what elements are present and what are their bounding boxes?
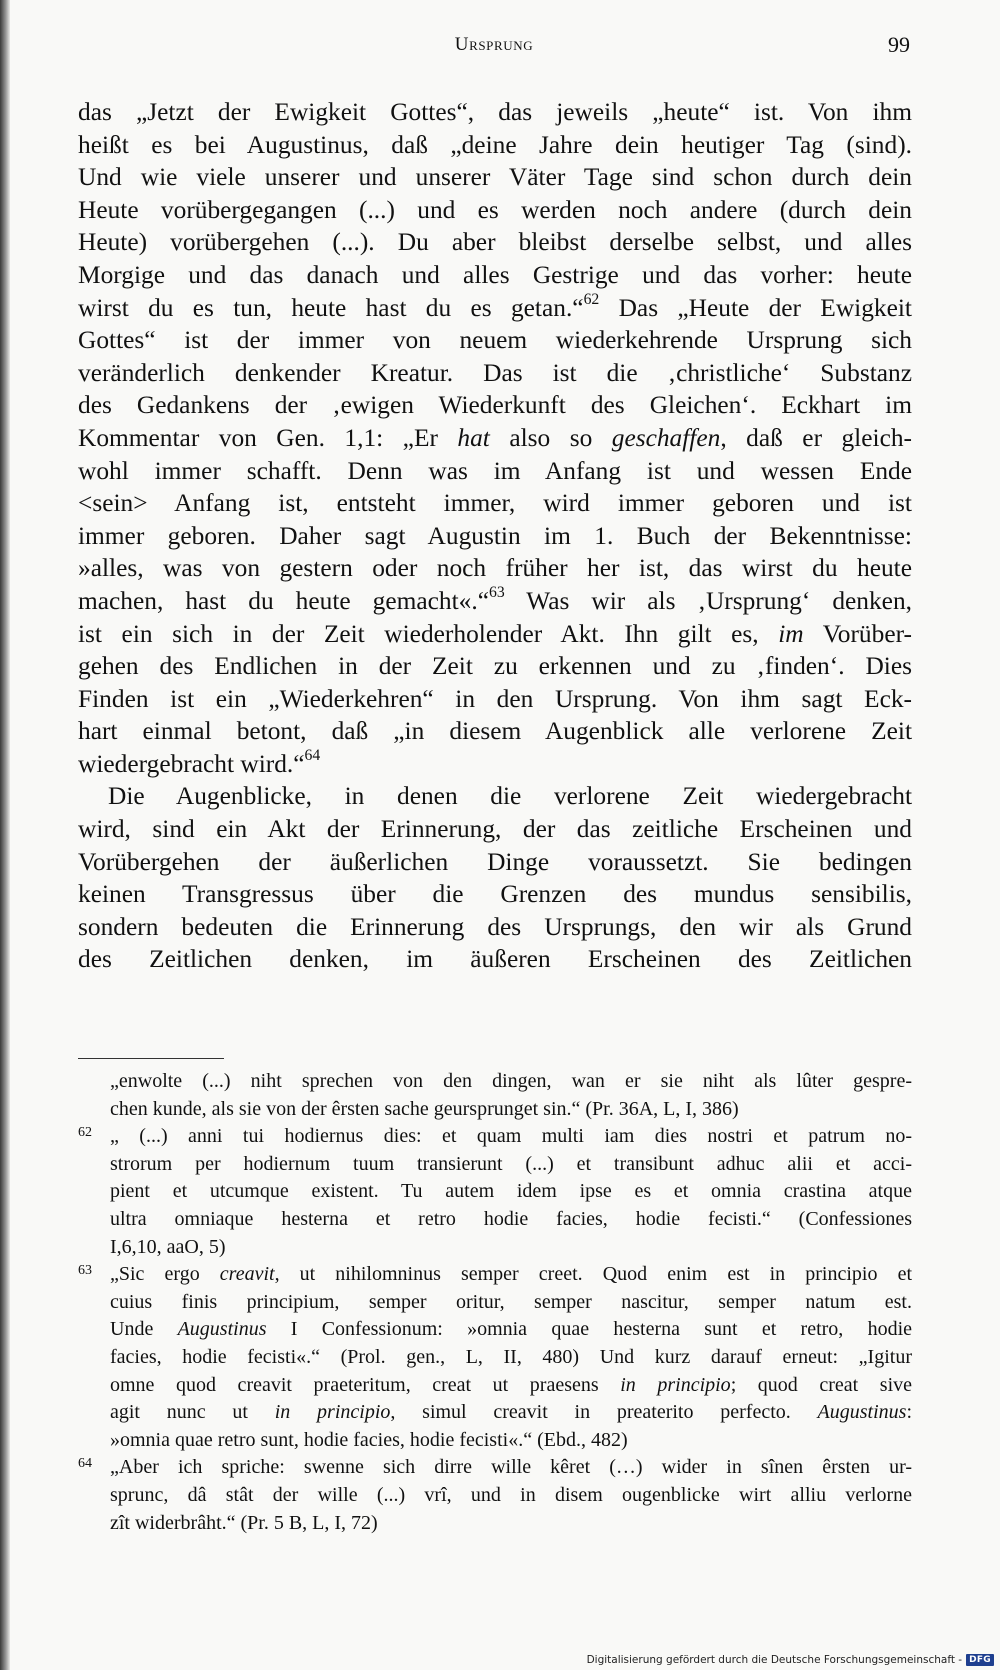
footnote-line	[110, 1261, 912, 1289]
text-run: Was wir als ‚Ursprung‘ denken,	[504, 586, 912, 615]
text-line	[78, 618, 912, 651]
text-run: agit nunc ut	[110, 1401, 275, 1424]
text-run: Kommentar von Gen. 1,1: „Er	[78, 423, 458, 452]
text-line: immer geboren. Daher sagt Augustin im 1. Buch der Bekenntnisse:	[78, 521, 912, 550]
footnote-line: sprunc, dâ stât der wille (...) vrî, und in disem ougenblicke wirt alliu verlorne	[110, 1483, 912, 1506]
text-line: gehen des Endlichen in der Zeit zu erkennen und zu ‚finden‘. Dies	[78, 652, 912, 681]
emphasis: im	[778, 619, 804, 648]
footnote-line: chen kunde, als sie von der êrsten sache geursprunget sin.“ (Pr. 36A, L, I, 386)	[110, 1097, 739, 1120]
text-line: veränderlich denkender Kreatur. Das ist die ‚christliche‘ Substanz	[78, 358, 912, 387]
footnote-ref-64[interactable]: 64	[304, 747, 321, 765]
emphasis: hat	[457, 423, 490, 452]
text-line	[78, 748, 912, 781]
emphasis: Augustinus	[817, 1401, 907, 1424]
text-line: wohl immer schafft. Denn was im Anfang ist und wessen Ende	[78, 456, 912, 485]
text-line: Finden ist ein „Wiederkehren“ in den Ursprung. Von ihm sagt Eck-	[78, 684, 912, 713]
emphasis: geschaffen	[611, 423, 721, 452]
emphasis: in principio	[620, 1373, 731, 1396]
text-run: Vorüber-	[803, 619, 912, 648]
footnote-line: pient et utcumque existent. Tu autem idem ipse es et omnia crastina atque	[110, 1180, 912, 1203]
text-run: machen, hast du heute gemacht«.“	[78, 586, 489, 615]
main-text	[78, 96, 912, 976]
footnote-64	[78, 1454, 912, 1537]
text-run: ist ein sich in der Zeit wiederholender Akt. Ihn gilt es,	[78, 619, 779, 648]
text-line: Gottes“ ist der immer von neuem wiederkehrende Ursprung sich	[78, 326, 912, 355]
text-line: Heute) vorübergehen (...). Du aber bleibst derselbe selbst, und alles	[78, 228, 912, 257]
footnote-line: „Aber ich spriche: swenne sich dirre wille kêret (…) wider in sînen êrsten ur-	[110, 1456, 912, 1479]
text-run: also so	[489, 423, 612, 452]
text-line	[78, 422, 912, 455]
book-spine-shadow	[0, 0, 10, 1670]
text-run: I Confessionum: »omnia quae hesterna sunt et retro, hodie	[266, 1318, 912, 1341]
dfg-logo: DFG	[966, 1654, 994, 1666]
text-run: ; quod creat sive	[730, 1373, 913, 1396]
footnote-line	[110, 1399, 912, 1427]
text-line: heißt es bei Augustinus, daß „deine Jahre dein heutiger Tag (sind).	[78, 130, 912, 159]
text-line: Vorübergehen der äußerlichen Dinge voraussetzt. Sie bedingen	[78, 847, 912, 876]
text-line: Heute vorübergegangen (...) und es werden noch andere (durch dein	[78, 195, 912, 224]
footnote-continued	[78, 1068, 912, 1123]
running-head	[78, 34, 910, 64]
footnote-line	[110, 1372, 912, 1400]
text-line	[78, 585, 912, 618]
text-run: „Sic ergo	[110, 1263, 220, 1286]
text-run: :	[906, 1401, 912, 1424]
text-line: des Zeitlichen denken, im äußeren Erscheinen des Zeitlichen	[78, 945, 912, 974]
text-line: keinen Transgressus über die Grenzen des mundus sensibilis,	[78, 880, 912, 909]
text-line	[78, 292, 912, 325]
footnote-separator	[78, 1058, 224, 1059]
text-run: Unde	[110, 1318, 178, 1341]
emphasis: in principio	[274, 1401, 391, 1424]
text-run: , ut nihilomninus semper creet. Quod enim est in principio et	[274, 1263, 912, 1286]
footnote-line: strorum per hodiernum tuum transierunt (...) et transibunt adhuc alii et acci-	[110, 1152, 912, 1175]
text-line: das „Jetzt der Ewigkeit Gottes“, das jeweils „heute“ ist. Von ihm	[78, 98, 912, 126]
footnote-line: facies, hodie fecisti«.“ (Prol. gen., L, II, 480) Und kurz darauf erneut: „Igitur	[110, 1345, 912, 1368]
running-title: Ursprung	[454, 34, 534, 55]
footnote-number: 64	[78, 1456, 92, 1472]
emphasis: Augustinus	[177, 1318, 267, 1341]
footnote-line	[110, 1316, 912, 1344]
footnote-line: zît widerbrâht.“ (Pr. 5 B, L, I, 72)	[110, 1511, 378, 1534]
text-line: Morgige und das danach und alles Gestrige und das vorher: heute	[78, 260, 912, 289]
footnote-line: „enwolte (...) niht sprechen von den dingen, wan er sie niht als lûter gespre-	[110, 1070, 912, 1092]
footnote-number: 63	[78, 1263, 92, 1279]
text-run: , daß er gleich-	[720, 423, 912, 452]
text-run: , simul creavit in preaterito perfecto.	[390, 1401, 818, 1424]
credit-text: Digitalisierung gefördert durch die Deutsche Forschungsgemeinschaft -	[586, 1654, 963, 1666]
page-number: 99	[888, 32, 910, 57]
footnote-62	[78, 1123, 912, 1261]
text-run: wirst du es tun, heute hast du es getan.“	[78, 293, 584, 322]
text-line: des Gedankens der ‚ewigen Wiederkunft des Gleichen‘. Eckhart im	[78, 391, 912, 420]
emphasis: creavit	[219, 1263, 275, 1286]
footnote-ref-62[interactable]: 62	[583, 290, 600, 308]
footnote-line: cuius finis principium, semper oritur, semper nascitur, semper natum est.	[110, 1290, 912, 1313]
text-line: wird, sind ein Akt der Erinnerung, der das zeitliche Erscheinen und	[78, 815, 912, 844]
text-line: <sein> Anfang ist, entsteht immer, wird immer geboren und ist	[78, 489, 912, 518]
text-line: »alles, was von gestern oder noch früher her ist, das wirst du heute	[78, 554, 912, 583]
text-run: Das „Heute der Ewigkeit	[599, 293, 912, 322]
paragraph-start-line: Die Augenblicke, in denen die verlorene Zeit wiedergebracht	[108, 782, 912, 811]
footnote-line: „ (...) anni tui hodiernus dies: et quam multi iam dies nostri et patrum no-	[110, 1125, 912, 1148]
text-line: Und wie viele unserer und unserer Väter Tage sind schon durch dein	[78, 163, 912, 192]
text-line: sondern bedeuten die Erinnerung des Ursprungs, den wir als Grund	[78, 912, 912, 941]
footnotes	[78, 1068, 912, 1537]
footnote-line: ultra omniaque hesterna et retro hodie facies, hodie fecisti.“ (Confessiones	[110, 1207, 912, 1230]
footnote-63	[78, 1261, 912, 1454]
footnote-line: I,6,10, aaO, 5)	[110, 1235, 226, 1258]
text-line: hart einmal betont, daß „in diesem Augenblick alle verlorene Zeit	[78, 717, 912, 746]
text-run: wiedergebracht wird.“	[78, 749, 305, 778]
digitization-credit	[587, 1654, 994, 1666]
footnote-number: 62	[78, 1125, 92, 1141]
footnote-line: »omnia quae retro sunt, hodie facies, hodie fecisti«.“ (Ebd., 482)	[110, 1428, 628, 1451]
footnote-ref-63[interactable]: 63	[488, 584, 505, 602]
text-run: omne quod creavit praeteritum, creat ut praesens	[110, 1373, 621, 1396]
